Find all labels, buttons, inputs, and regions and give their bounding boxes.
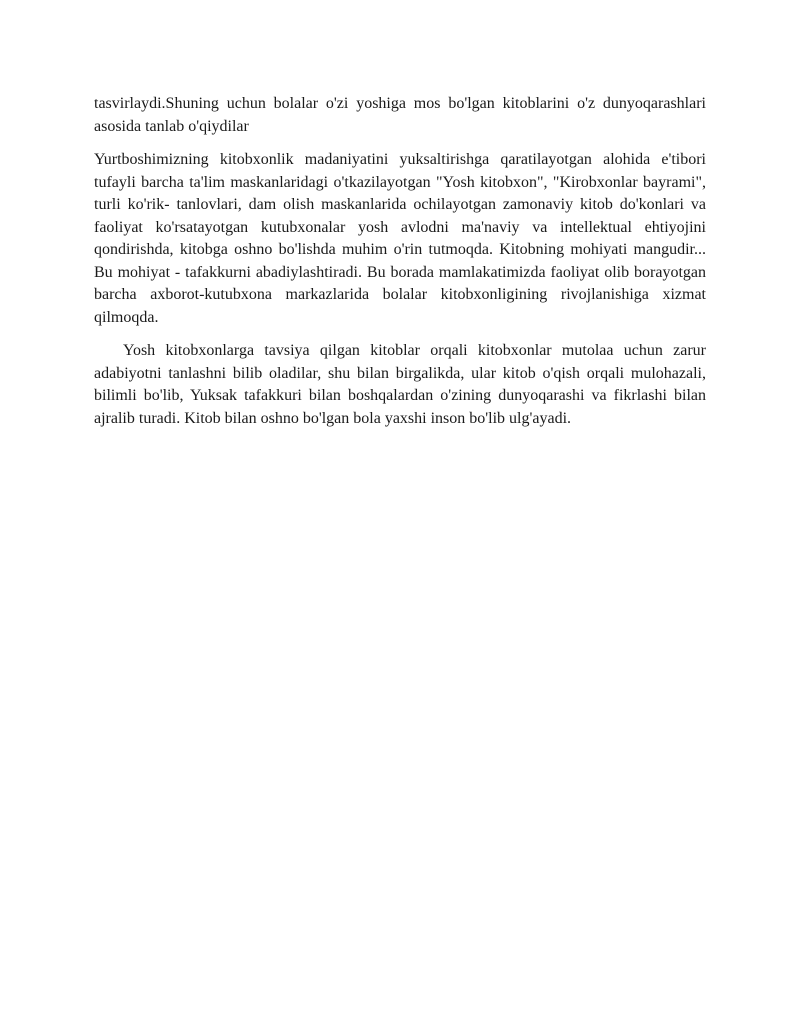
document-body	[94, 93, 706, 441]
paragraph-1: tasvirlaydi.Shuning uchun bolalar o'zi yoshiga mos bo'lgan kitoblarini o'z dunyoqarashlari asosida tanlab o'qiydilar	[94, 95, 706, 135]
paragraph-3: Yosh kitobxonlarga tavsiya qilgan kitoblar orqali kitobxonlar mutolaa uchun zarur adabiyotni tanlashni bilib oladilar, shu bilan birgalikda, ular kitob o'qish orqali mulohazali, bilimli bo'lib, Yuksak tafakkuri bilan boshqalardan o'zining dunyoqarashi va fikrlashi bilan ajralib turadi. Kitob bilan oshno bo'lgan bola yaxshi inson bo'lib ulg'ayadi.	[94, 342, 706, 427]
paragraph-2: Yurtboshimizning kitobxonlik madaniyatini yuksaltirishga qaratilayotgan alohida e'tibori tufayli barcha ta'lim maskanlaridagi o'tkazilayotgan "Yosh kitobxon", "Kirobxonlar bayrami", turli ko'rik- tanlovlari, dam olish maskanlarida ochilayotgan zamonaviy kitob do'konlari va faoliyat ko'rsatayotgan kutubxonalar yosh avlodni ma'naviy va intellektual ehtiyojini qondirishda, kitobga oshno bo'lishda muhim o'rin tutmoqda. Kitobning mohiyati mangudir... Bu mohiyat - tafakkurni abadiylashtiradi. Bu borada mamlakatimizda faoliyat olib borayotgan barcha axborot-kutubxona markazlarida bolalar kitobxonligining rivojlanishiga xizmat qilmoqda.	[94, 151, 706, 326]
